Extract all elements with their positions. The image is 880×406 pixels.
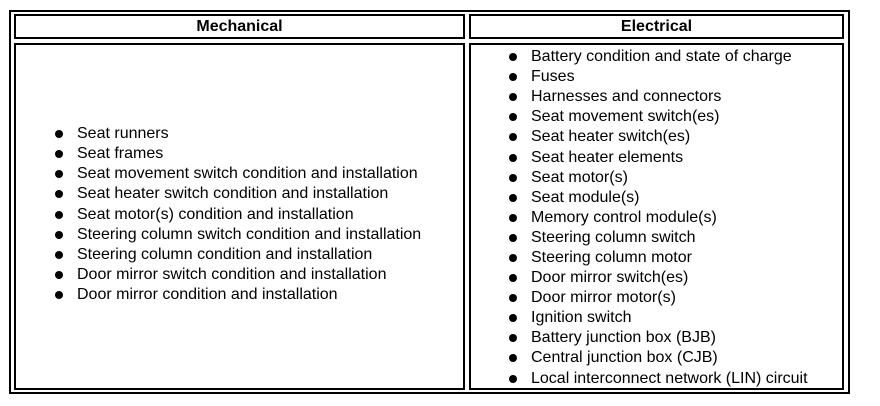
electrical-item — [509, 107, 842, 127]
electrical-item-label: Local interconnect network (LIN) circuit — [531, 369, 808, 387]
bullet-icon — [509, 194, 517, 202]
bullet-icon — [55, 130, 63, 138]
bullet-icon — [509, 73, 517, 81]
bullet-icon — [509, 314, 517, 322]
mechanical-item-label: Seat movement switch condition and installation — [77, 165, 418, 183]
bullet-icon — [55, 271, 63, 279]
mechanical-item — [55, 285, 463, 305]
mechanical-item-label: Door mirror switch condition and installation — [77, 265, 387, 283]
bullet-icon — [509, 234, 517, 242]
electrical-item-label: Ignition switch — [531, 309, 632, 327]
mechanical-list — [55, 124, 463, 305]
electrical-item-label: Door mirror motor(s) — [531, 289, 676, 307]
bullet-icon — [509, 214, 517, 222]
bullet-icon — [55, 291, 63, 299]
inspection-table — [9, 10, 850, 394]
bullet-icon — [509, 154, 517, 162]
electrical-item — [509, 168, 842, 188]
mechanical-column — [14, 43, 465, 390]
electrical-item — [509, 147, 842, 167]
electrical-item-label: Memory control module(s) — [531, 208, 717, 226]
bullet-icon — [55, 251, 63, 259]
mechanical-item — [55, 245, 463, 265]
electrical-item-label: Seat motor(s) — [531, 168, 628, 186]
electrical-column — [469, 43, 844, 390]
electrical-item — [509, 268, 842, 288]
electrical-item-label: Fuses — [531, 68, 575, 86]
bullet-icon — [55, 231, 63, 239]
electrical-item — [509, 188, 842, 208]
electrical-item-label: Battery junction box (BJB) — [531, 329, 716, 347]
electrical-item — [509, 87, 842, 107]
electrical-item-label: Seat heater switch(es) — [531, 128, 691, 146]
mechanical-item-label: Steering column condition and installation — [77, 245, 373, 263]
mechanical-item — [55, 144, 463, 164]
electrical-header: Electrical — [469, 14, 844, 39]
bullet-icon — [509, 113, 517, 121]
electrical-item — [509, 228, 842, 248]
electrical-item-label: Seat heater elements — [531, 148, 684, 166]
mechanical-item-label: Seat motor(s) condition and installation — [77, 205, 354, 223]
bullet-icon — [509, 334, 517, 342]
bullet-icon — [509, 133, 517, 141]
electrical-item-label: Seat movement switch(es) — [531, 108, 720, 126]
bullet-icon — [55, 170, 63, 178]
electrical-item-label: Battery condition and state of charge — [531, 48, 792, 66]
electrical-item — [509, 308, 842, 328]
bullet-icon — [55, 150, 63, 158]
bullet-icon — [55, 190, 63, 198]
electrical-item-label: Seat module(s) — [531, 188, 640, 206]
electrical-item — [509, 328, 842, 348]
electrical-item-label: Harnesses and connectors — [531, 88, 722, 106]
electrical-item-label: Steering column switch — [531, 228, 696, 246]
bullet-icon — [509, 294, 517, 302]
mechanical-item — [55, 184, 463, 204]
bullet-icon — [509, 274, 517, 282]
electrical-list — [509, 47, 842, 389]
electrical-item-label: Central junction box (CJB) — [531, 349, 718, 367]
electrical-item — [509, 47, 842, 67]
mechanical-item-label: Seat heater switch condition and installation — [77, 185, 389, 203]
mechanical-item — [55, 204, 463, 224]
mechanical-item-label: Steering column switch condition and installation — [77, 225, 422, 243]
mechanical-item-label: Seat runners — [77, 125, 169, 143]
bullet-icon — [55, 211, 63, 219]
electrical-item — [509, 248, 842, 268]
electrical-item — [509, 208, 842, 228]
electrical-item — [509, 67, 842, 87]
mechanical-item — [55, 164, 463, 184]
mechanical-item — [55, 265, 463, 285]
bullet-icon — [509, 93, 517, 101]
bullet-icon — [509, 375, 517, 383]
mechanical-header: Mechanical — [14, 14, 465, 39]
bullet-icon — [509, 53, 517, 61]
electrical-item — [509, 348, 842, 368]
mechanical-item-label: Door mirror condition and installation — [77, 285, 338, 303]
mechanical-item — [55, 124, 463, 144]
bullet-icon — [509, 254, 517, 262]
mechanical-item — [55, 225, 463, 245]
electrical-item — [509, 127, 842, 147]
electrical-item-label: Steering column motor — [531, 248, 692, 266]
bullet-icon — [509, 174, 517, 182]
mechanical-item-label: Seat frames — [77, 145, 164, 163]
bullet-icon — [509, 354, 517, 362]
electrical-item — [509, 369, 842, 389]
electrical-item-label: Door mirror switch(es) — [531, 269, 689, 287]
electrical-item — [509, 288, 842, 308]
